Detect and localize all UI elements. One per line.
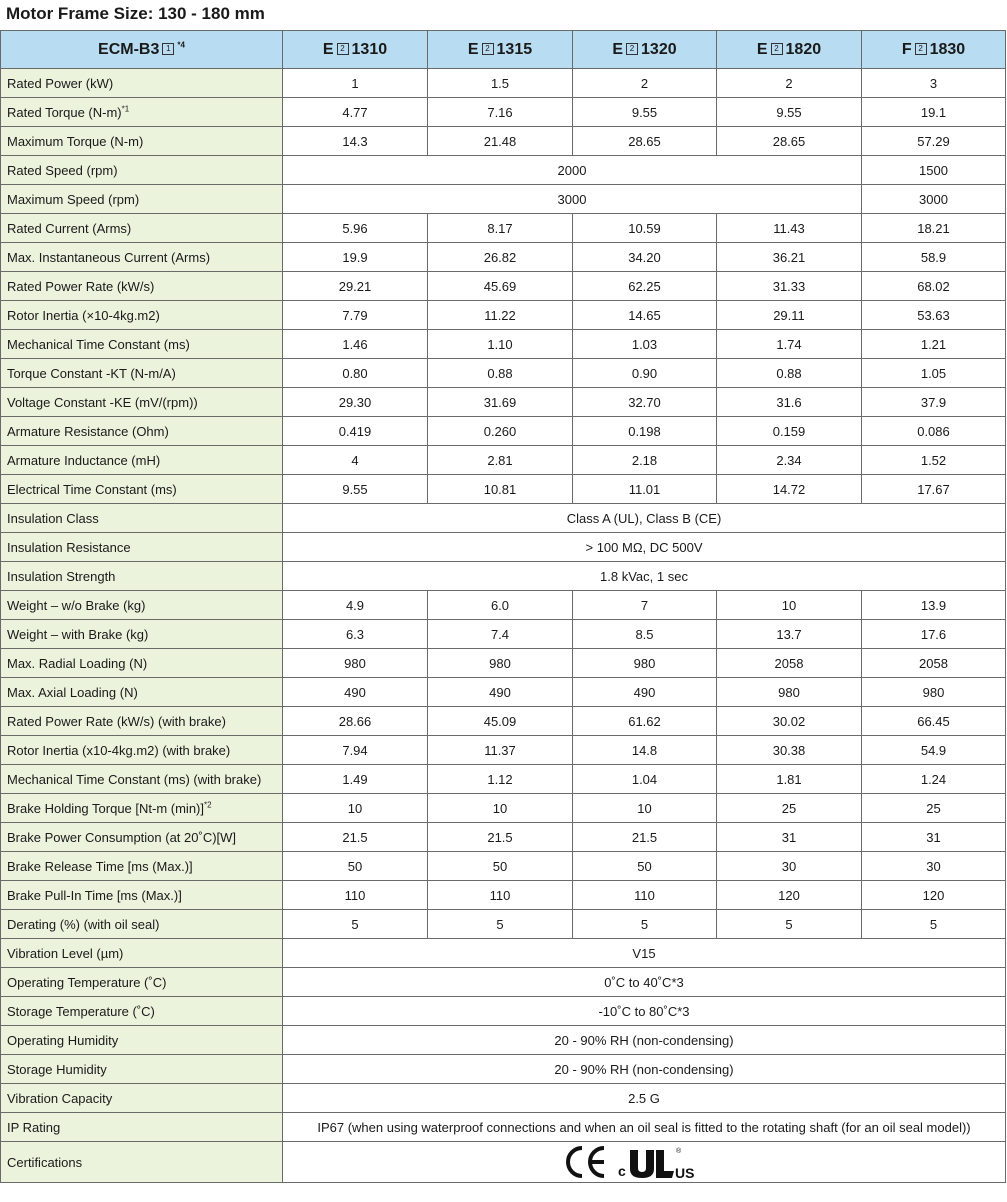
table-cell: 0.90	[573, 359, 717, 388]
column-header	[283, 31, 428, 69]
table-cell: 32.70	[573, 388, 717, 417]
table-row	[1, 1084, 1006, 1113]
row-label-text: Electrical Time Constant (ms)	[7, 481, 177, 497]
table-cell: 7.94	[283, 736, 428, 765]
table-row	[1, 765, 1006, 794]
row-label-text: Torque Constant -KT (N-m/A)	[7, 365, 176, 381]
table-row	[1, 736, 1006, 765]
row-label-text: Vibration Level (µm)	[7, 945, 124, 961]
table-row	[1, 446, 1006, 475]
table-row	[1, 823, 1006, 852]
table-cell: 5	[428, 910, 573, 939]
table-cell: 0.88	[428, 359, 573, 388]
table-cell: 9.55	[283, 475, 428, 504]
row-label	[1, 1084, 283, 1113]
table-cell: 20 - 90% RH (non-condensing)	[283, 1026, 1006, 1055]
table-cell: 21.48	[428, 127, 573, 156]
table-cell: 21.5	[428, 823, 573, 852]
column-code: 1320	[641, 40, 677, 58]
table-row	[1, 910, 1006, 939]
table-cell: 68.02	[862, 272, 1006, 301]
table-cell: 0.80	[283, 359, 428, 388]
table-row	[1, 678, 1006, 707]
table-row	[1, 562, 1006, 591]
row-label	[1, 98, 283, 127]
table-cell: 21.5	[573, 823, 717, 852]
table-cell: 7	[573, 591, 717, 620]
row-label-text: Max. Instantaneous Current (Arms)	[7, 249, 211, 265]
table-cell: 5.96	[283, 214, 428, 243]
model-placeholder-box: 1	[162, 43, 174, 55]
column-code: 1315	[496, 40, 533, 58]
table-cell: 28.65	[717, 127, 862, 156]
column-header	[862, 31, 1006, 69]
table-cell: 6.3	[283, 620, 428, 649]
table-cell: 1.5	[428, 69, 573, 98]
table-cell: 3000	[283, 185, 862, 214]
table-cell: 4	[283, 446, 428, 475]
table-row	[1, 330, 1006, 359]
table-cell: 2.34	[717, 446, 862, 475]
table-cell: 0.419	[283, 417, 428, 446]
table-cell: 10	[283, 794, 428, 823]
row-label	[1, 910, 283, 939]
table-cell: IP67 (when using waterproof connections and when an oil seal is fitted to the rotating shaft (for an oil seal model))	[283, 1113, 1006, 1142]
header-row	[1, 31, 1006, 69]
row-label-text: Weight – with Brake (kg)	[7, 626, 149, 642]
table-cell: 2	[573, 69, 717, 98]
page-title: Motor Frame Size: 130 - 180 mm	[6, 4, 265, 23]
table-cell: 0.198	[573, 417, 717, 446]
table-cell: V15	[283, 939, 1006, 968]
table-cell: 0.159	[717, 417, 862, 446]
table-cell: 980	[283, 649, 428, 678]
row-label	[1, 359, 283, 388]
table-cell: > 100 MΩ, DC 500V	[283, 533, 1006, 562]
column-placeholder-box: 2	[337, 43, 349, 55]
row-label-text: Brake Release Time [ms (Max.)]	[7, 858, 193, 874]
table-cell: 3	[862, 69, 1006, 98]
table-cell: 980	[428, 649, 573, 678]
table-cell: 31.33	[717, 272, 862, 301]
table-cell: 50	[283, 852, 428, 881]
row-label-text: Insulation Class	[7, 510, 99, 526]
row-label-text: Mechanical Time Constant (ms)	[7, 336, 190, 352]
table-cell: 53.63	[862, 301, 1006, 330]
table-cell: 490	[283, 678, 428, 707]
table-cell: 110	[573, 881, 717, 910]
row-label	[1, 736, 283, 765]
table-cell: 10.81	[428, 475, 573, 504]
table-cell: 13.9	[862, 591, 1006, 620]
row-label: Certifications	[1, 1142, 283, 1183]
row-label	[1, 330, 283, 359]
row-label-text: Rated Current (Arms)	[7, 220, 132, 236]
column-code: 1830	[929, 40, 966, 58]
table-cell: 2058	[717, 649, 862, 678]
table-row	[1, 939, 1006, 968]
row-label	[1, 823, 283, 852]
row-label	[1, 69, 283, 98]
table-row	[1, 881, 1006, 910]
cert-registered-text: ®	[676, 1148, 682, 1155]
table-cell: 29.11	[717, 301, 862, 330]
row-label	[1, 504, 283, 533]
table-cell: 9.55	[717, 98, 862, 127]
table-cell: 490	[428, 678, 573, 707]
table-cell: 10	[717, 591, 862, 620]
table-cell: 29.30	[283, 388, 428, 417]
row-label	[1, 765, 283, 794]
column-header	[428, 31, 573, 69]
table-cell: 490	[573, 678, 717, 707]
table-cell: 9.55	[573, 98, 717, 127]
row-label	[1, 388, 283, 417]
row-label-text: Rated Power Rate (kW/s) (with brake)	[7, 713, 226, 729]
table-cell: 10.59	[573, 214, 717, 243]
row-label-text: Vibration Capacity	[7, 1090, 113, 1106]
row-label-text: Derating (%) (with oil seal)	[7, 916, 160, 932]
table-cell: 1.05	[862, 359, 1006, 388]
table-cell: 50	[573, 852, 717, 881]
row-label	[1, 968, 283, 997]
row-label-text: Insulation Strength	[7, 568, 116, 584]
table-row	[1, 475, 1006, 504]
column-prefix: F	[901, 40, 912, 58]
table-cell: 5	[573, 910, 717, 939]
table-row	[1, 214, 1006, 243]
row-label	[1, 446, 283, 475]
table-cell: 19.1	[862, 98, 1006, 127]
row-label-text: Brake Power Consumption (at 20˚C)[W]	[7, 829, 237, 845]
table-cell: 30	[862, 852, 1006, 881]
column-placeholder-box: 2	[626, 43, 638, 55]
table-row	[1, 417, 1006, 446]
table-cell: 980	[862, 678, 1006, 707]
table-row	[1, 388, 1006, 417]
table-cell: 11.22	[428, 301, 573, 330]
table-cell: 2	[717, 69, 862, 98]
row-label	[1, 475, 283, 504]
table-row	[1, 852, 1006, 881]
row-label-text: Rated Torque (N-m)	[7, 104, 122, 120]
table-row	[1, 620, 1006, 649]
row-label	[1, 562, 283, 591]
column-placeholder-box: 2	[915, 43, 927, 55]
table-cell: 31.6	[717, 388, 862, 417]
table-cell: 980	[573, 649, 717, 678]
row-label	[1, 1055, 283, 1084]
table-cell: 8.17	[428, 214, 573, 243]
row-label-text: Rotor Inertia (×10-4kg.m2)	[7, 307, 160, 323]
row-label-text: Rotor Inertia (x10-4kg.m2) (with brake)	[7, 742, 231, 758]
table-cell: 58.9	[862, 243, 1006, 272]
table-row	[1, 98, 1006, 127]
table-cell: 1.24	[862, 765, 1006, 794]
spec-table	[0, 30, 1006, 1183]
table-cell: 120	[862, 881, 1006, 910]
row-label	[1, 243, 283, 272]
table-cell: 7.79	[283, 301, 428, 330]
table-cell: 0.88	[717, 359, 862, 388]
table-cell: 1.52	[862, 446, 1006, 475]
table-cell: 17.6	[862, 620, 1006, 649]
table-cell: 5	[283, 910, 428, 939]
row-label	[1, 127, 283, 156]
table-row	[1, 127, 1006, 156]
table-cell: 11.37	[428, 736, 573, 765]
table-cell: 66.45	[862, 707, 1006, 736]
table-cell: 110	[283, 881, 428, 910]
cert-us-text: US	[675, 1165, 695, 1180]
table-cell: 6.0	[428, 591, 573, 620]
table-row	[1, 243, 1006, 272]
row-label-text: Storage Temperature (˚C)	[7, 1003, 155, 1019]
row-label-text: Operating Humidity	[7, 1032, 119, 1048]
table-cell: 14.72	[717, 475, 862, 504]
table-row	[1, 591, 1006, 620]
table-cell: 20 - 90% RH (non-condensing)	[283, 1055, 1006, 1084]
table-row	[1, 794, 1006, 823]
table-row	[1, 1055, 1006, 1084]
table-cell: 34.20	[573, 243, 717, 272]
table-cell: 4.77	[283, 98, 428, 127]
table-cell: 13.7	[717, 620, 862, 649]
table-cell: 28.66	[283, 707, 428, 736]
row-label-text: Storage Humidity	[7, 1061, 107, 1077]
ce-ul-logo-icon	[564, 1144, 724, 1180]
row-label	[1, 620, 283, 649]
model-name: ECM-B3	[98, 40, 160, 58]
table-cell: 50	[428, 852, 573, 881]
table-cell: 1.12	[428, 765, 573, 794]
column-code: 1820	[785, 40, 822, 58]
certifications-row	[1, 1142, 1006, 1183]
table-cell: 1.49	[283, 765, 428, 794]
row-label	[1, 417, 283, 446]
table-cell: 0.260	[428, 417, 573, 446]
row-label	[1, 939, 283, 968]
table-row	[1, 69, 1006, 98]
table-cell: 10	[428, 794, 573, 823]
table-cell: 3000	[862, 185, 1006, 214]
row-label-text: Mechanical Time Constant (ms) (with brake)	[7, 771, 262, 787]
footnote-marker: *2	[204, 800, 212, 810]
row-label-text: Rated Power (kW)	[7, 75, 114, 91]
row-label-text: Armature Inductance (mH)	[7, 452, 161, 468]
table-cell: 14.65	[573, 301, 717, 330]
table-row	[1, 968, 1006, 997]
column-prefix: E	[467, 40, 479, 58]
row-label	[1, 852, 283, 881]
table-row	[1, 1026, 1006, 1055]
table-row	[1, 649, 1006, 678]
row-label-text: IP Rating	[7, 1119, 61, 1135]
column-code: 1310	[351, 40, 388, 58]
table-cell: Class A (UL), Class B (CE)	[283, 504, 1006, 533]
row-label-text: Maximum Speed (rpm)	[7, 191, 140, 207]
column-prefix: E	[756, 40, 768, 58]
table-cell: 0˚C to 40˚C*3	[283, 968, 1006, 997]
table-cell: 14.3	[283, 127, 428, 156]
column-placeholder-box: 2	[482, 43, 494, 55]
table-row	[1, 359, 1006, 388]
row-label	[1, 1113, 283, 1142]
table-cell: 25	[862, 794, 1006, 823]
cert-c-text: c	[618, 1163, 626, 1179]
table-cell: 120	[717, 881, 862, 910]
table-cell: 1500	[862, 156, 1006, 185]
table-row	[1, 504, 1006, 533]
row-label	[1, 707, 283, 736]
column-header	[573, 31, 717, 69]
table-cell: 45.69	[428, 272, 573, 301]
table-cell: 11.43	[717, 214, 862, 243]
column-prefix: E	[612, 40, 624, 58]
row-label	[1, 301, 283, 330]
row-label	[1, 533, 283, 562]
row-label-text: Maximum Torque (N-m)	[7, 133, 144, 149]
table-row	[1, 156, 1006, 185]
table-cell: 7.16	[428, 98, 573, 127]
table-cell: 26.82	[428, 243, 573, 272]
table-cell: 7.4	[428, 620, 573, 649]
table-cell: 2.18	[573, 446, 717, 475]
table-cell: 4.9	[283, 591, 428, 620]
table-cell: 0.086	[862, 417, 1006, 446]
table-cell: 45.09	[428, 707, 573, 736]
row-label	[1, 649, 283, 678]
table-cell: 1.8 kVac, 1 sec	[283, 562, 1006, 591]
table-cell: 30.02	[717, 707, 862, 736]
table-cell: 18.21	[862, 214, 1006, 243]
table-cell: 1.21	[862, 330, 1006, 359]
row-label-text: Rated Speed (rpm)	[7, 162, 118, 178]
table-row	[1, 301, 1006, 330]
table-cell: 31	[717, 823, 862, 852]
row-label-text: Brake Holding Torque [Nt-m (min)]	[7, 800, 204, 816]
table-cell: -10˚C to 80˚C*3	[283, 997, 1006, 1026]
table-cell: 25	[717, 794, 862, 823]
row-label-text: Weight – w/o Brake (kg)	[7, 597, 146, 613]
table-row	[1, 1113, 1006, 1142]
spec-body	[1, 69, 1006, 1142]
table-cell: 10	[573, 794, 717, 823]
table-cell: 31.69	[428, 388, 573, 417]
table-cell: 29.21	[283, 272, 428, 301]
model-footnote: *4	[177, 40, 185, 50]
table-cell: 54.9	[862, 736, 1006, 765]
table-cell: 30	[717, 852, 862, 881]
table-cell: 8.5	[573, 620, 717, 649]
table-cell: 14.8	[573, 736, 717, 765]
row-label	[1, 881, 283, 910]
footnote-marker: *1	[121, 104, 130, 114]
row-label-text: Max. Radial Loading (N)	[7, 655, 148, 671]
table-cell: 1.74	[717, 330, 862, 359]
table-cell: 62.25	[573, 272, 717, 301]
table-row	[1, 533, 1006, 562]
table-cell: 30.38	[717, 736, 862, 765]
row-label	[1, 997, 283, 1026]
row-label-text: Voltage Constant -KE (mV/(rpm))	[7, 394, 198, 410]
row-label	[1, 1026, 283, 1055]
column-prefix: E	[322, 40, 334, 58]
table-cell: 19.9	[283, 243, 428, 272]
row-label-text: Max. Axial Loading (N)	[7, 684, 138, 700]
table-cell: 37.9	[862, 388, 1006, 417]
table-row	[1, 185, 1006, 214]
table-row	[1, 707, 1006, 736]
certification-logos	[283, 1142, 1006, 1183]
table-cell: 110	[428, 881, 573, 910]
row-label	[1, 794, 283, 823]
row-label	[1, 272, 283, 301]
table-cell: 1.03	[573, 330, 717, 359]
table-cell: 2058	[862, 649, 1006, 678]
table-row	[1, 272, 1006, 301]
table-cell: 17.67	[862, 475, 1006, 504]
table-cell: 2.81	[428, 446, 573, 475]
row-label-text: Insulation Resistance	[7, 539, 131, 555]
table-cell: 28.65	[573, 127, 717, 156]
column-placeholder-box: 2	[771, 43, 783, 55]
row-label	[1, 214, 283, 243]
row-label-text: Rated Power Rate (kW/s)	[7, 278, 155, 294]
row-label-text: Armature Resistance (Ohm)	[7, 423, 169, 439]
table-cell: 1.04	[573, 765, 717, 794]
table-cell: 2.5 G	[283, 1084, 1006, 1113]
row-label-text: Operating Temperature (˚C)	[7, 974, 167, 990]
column-header	[717, 31, 862, 69]
table-cell: 5	[862, 910, 1006, 939]
table-cell: 1.81	[717, 765, 862, 794]
table-row	[1, 997, 1006, 1026]
table-cell: 1.10	[428, 330, 573, 359]
row-label-text: Brake Pull-In Time [ms (Max.)]	[7, 887, 182, 903]
model-header	[1, 31, 283, 69]
row-label	[1, 156, 283, 185]
table-cell: 21.5	[283, 823, 428, 852]
table-cell: 1	[283, 69, 428, 98]
table-cell: 5	[717, 910, 862, 939]
row-label	[1, 185, 283, 214]
table-cell: 31	[862, 823, 1006, 852]
table-cell: 57.29	[862, 127, 1006, 156]
table-cell: 36.21	[717, 243, 862, 272]
table-cell: 2000	[283, 156, 862, 185]
table-cell: 980	[717, 678, 862, 707]
table-cell: 61.62	[573, 707, 717, 736]
table-cell: 11.01	[573, 475, 717, 504]
row-label	[1, 591, 283, 620]
row-label	[1, 678, 283, 707]
table-cell: 1.46	[283, 330, 428, 359]
